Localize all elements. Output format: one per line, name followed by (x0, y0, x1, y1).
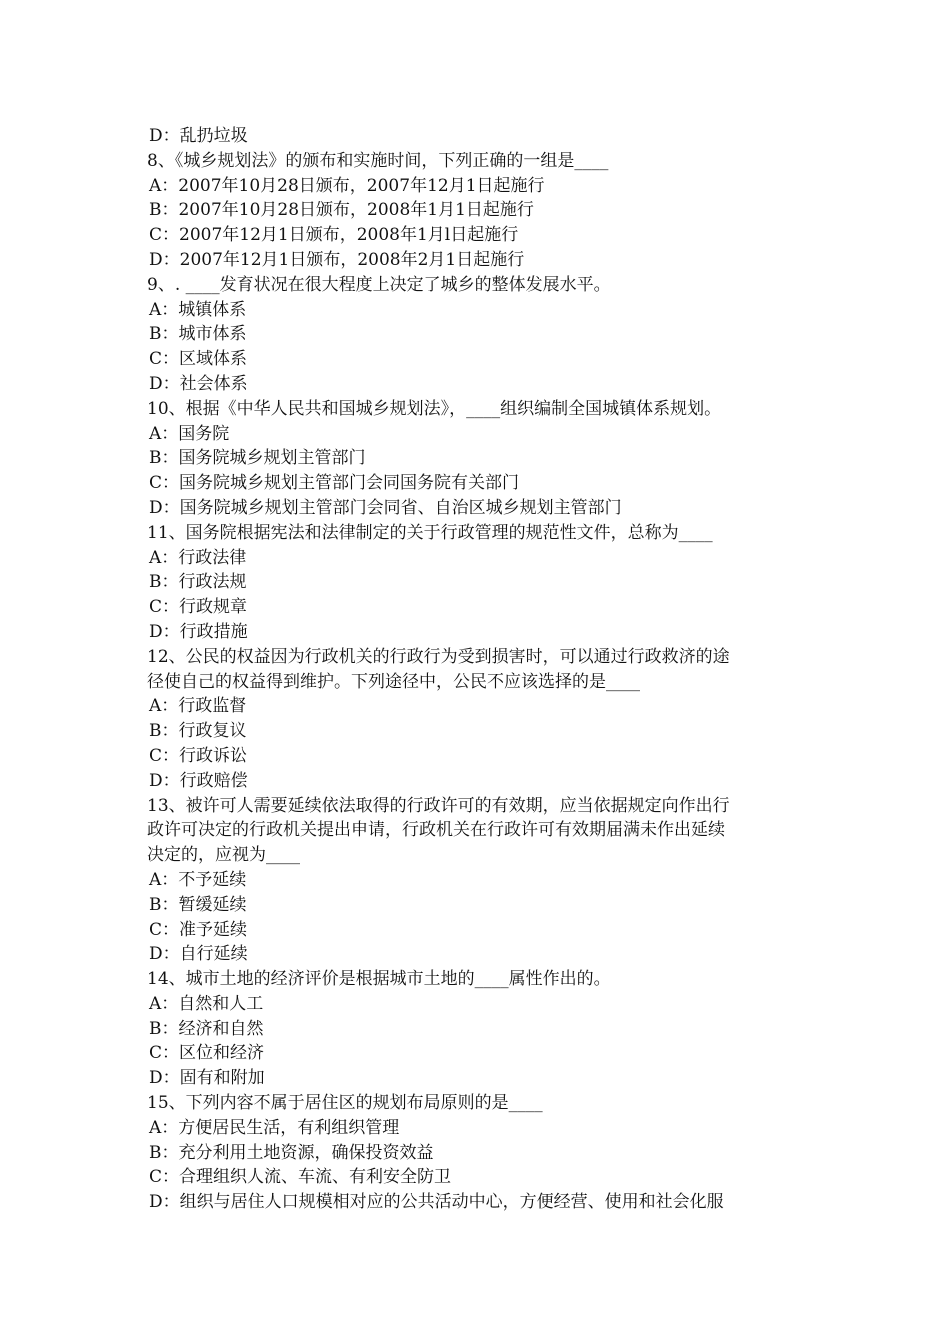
question-11: 11、国务院根据宪法和法律制定的关于行政管理的规范性文件，总称为____ (147, 522, 713, 543)
option-d: D：乱扔垃圾 (149, 126, 248, 146)
option-a: A：自然和人工 (149, 993, 264, 1014)
question-12: 12、公民的权益因为行政机关的行政行为受到损害时，可以通过行政救济的途 (147, 646, 730, 667)
option-a: A：方便居民生活，有利组织管理 (149, 1117, 400, 1138)
option-a: A：行政法律 (149, 547, 247, 568)
option-b: B：城市体系 (149, 324, 247, 345)
option-c: C：合理组织人流、车流、有利安全防卫 (149, 1167, 452, 1188)
page-text (147, 124, 817, 1215)
question-14: 14、城市土地的经济评价是根据城市土地的____属性作出的。 (147, 969, 611, 990)
question-10: 10、根据《中华人民共和国城乡规划法》，____组织编制全国城镇体系规划。 (147, 398, 722, 419)
option-b: B：充分利用土地资源，确保投资效益 (149, 1142, 434, 1163)
option-d: D：行政赔偿 (149, 770, 248, 791)
option-c: C：行政诉讼 (149, 745, 248, 766)
option-d: D：2007年12月1日颁布，2008年2月1日起施行 (149, 249, 525, 270)
option-d: D：国务院城乡规划主管部门会同省、自治区城乡规划主管部门 (149, 497, 622, 518)
question-8: 8、《城乡规划法》的颁布和实施时间，下列正确的一组是____ (147, 150, 609, 171)
option-d: D：自行延续 (149, 944, 248, 965)
option-a: A：行政监督 (149, 696, 247, 717)
option-d: D：固有和附加 (149, 1068, 265, 1089)
option-a: A：2007年10月28日颁布，2007年12月1日起施行 (149, 175, 545, 196)
question-13-cont: 决定的，应视为____ (147, 845, 300, 866)
option-b: B：行政法规 (149, 572, 247, 593)
question-12-cont: 径使自己的权益得到维护。下列途径中，公民不应该选择的是____ (147, 671, 640, 692)
option-c: C：2007年12月1日颁布，2008年1月l日起施行 (149, 225, 519, 246)
option-b: B：行政复议 (149, 721, 247, 742)
question-13: 13、被许可人需要延续依法取得的行政许可的有效期，应当依据规定向作出行 (147, 795, 730, 816)
option-a: A：国务院 (149, 423, 230, 444)
question-13-cont: 政许可决定的行政机关提出申请，行政机关在行政许可有效期届满未作出延续 (147, 820, 725, 841)
option-b: B：经济和自然 (149, 1018, 264, 1039)
option-d: D：行政措施 (149, 621, 248, 642)
option-d: D：组织与居住人口规模相对应的公共活动中心，方便经营、使用和社会化服 (149, 1192, 724, 1213)
option-b: B：国务院城乡规划主管部门 (149, 448, 366, 469)
option-b: B：暂缓延续 (149, 894, 247, 915)
option-b: B：2007年10月28日颁布，2008年1月1日起施行 (149, 200, 534, 221)
option-a: A：城镇体系 (149, 299, 247, 320)
option-d: D：社会体系 (149, 373, 248, 394)
question-15: 15、下列内容不属于居住区的规划布局原则的是____ (147, 1093, 543, 1114)
option-c: C：准予延续 (149, 919, 248, 940)
option-c: C：行政规章 (149, 597, 248, 618)
option-c: C：区位和经济 (149, 1043, 265, 1064)
option-c: C：区域体系 (149, 349, 248, 370)
question-9: 9、. ____发育状况在很大程度上决定了城乡的整体发展水平。 (147, 274, 611, 295)
option-c: C：国务院城乡规划主管部门会同国务院有关部门 (149, 473, 520, 494)
option-a: A：不予延续 (149, 869, 247, 890)
